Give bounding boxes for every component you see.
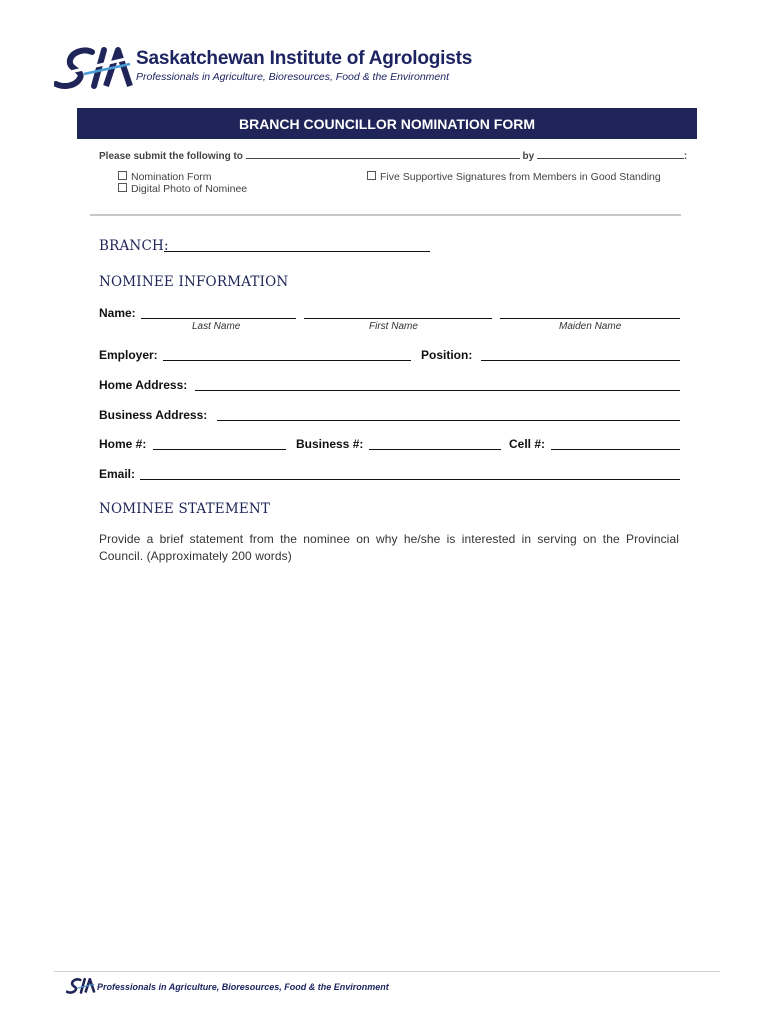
checkbox-icon (367, 171, 376, 180)
sia-logo (54, 44, 134, 90)
maiden-name-field[interactable] (500, 318, 680, 319)
checkbox-icon (118, 171, 127, 180)
divider (90, 214, 681, 216)
submit-prefix: Please submit the following to (99, 151, 243, 162)
form-title: BRANCH COUNCILLOR NOMINATION FORM (77, 108, 697, 139)
business-phone-label: Business #: (296, 437, 364, 451)
employer-label: Employer: (99, 348, 158, 362)
submit-by-label: by (522, 151, 535, 162)
org-tagline: Professionals in Agriculture, Bioresources, Food & the Environment (136, 71, 450, 83)
checklist-item[interactable]: Nomination Form (118, 171, 212, 183)
checklist-item[interactable]: Five Supportive Signatures from Members in Good Standing (367, 171, 661, 183)
footer-divider (54, 971, 720, 972)
checkbox-icon (118, 183, 127, 192)
business-phone-field[interactable] (369, 449, 501, 450)
maiden-name-caption: Maiden Name (559, 321, 622, 332)
business-address-label: Business Address: (99, 408, 208, 422)
name-label: Name: (99, 306, 136, 320)
last-name-caption: Last Name (192, 321, 241, 332)
submit-instructions (99, 151, 687, 162)
submit-suffix: : (683, 151, 688, 162)
last-name-field[interactable] (141, 318, 296, 319)
sia-footer-logo (66, 977, 96, 994)
email-label: Email: (99, 467, 136, 481)
submit-date-field[interactable] (537, 158, 684, 159)
branch-label: BRANCH: (99, 238, 169, 254)
position-label: Position: (421, 348, 473, 362)
cell-label: Cell #: (509, 437, 546, 451)
nominee-info-heading: NOMINEE INFORMATION (99, 274, 289, 290)
nominee-statement-heading: NOMINEE STATEMENT (99, 501, 271, 517)
cell-field[interactable] (551, 449, 680, 450)
employer-field[interactable] (163, 360, 411, 361)
checklist-item[interactable]: Digital Photo of Nominee (118, 183, 247, 195)
home-address-label: Home Address: (99, 378, 188, 392)
org-name: Saskatchewan Institute of Agrologists (136, 48, 473, 69)
email-field[interactable] (140, 479, 680, 480)
home-phone-field[interactable] (153, 449, 286, 450)
submit-to-field[interactable] (246, 158, 520, 159)
home-phone-label: Home #: (99, 437, 147, 451)
position-field[interactable] (481, 360, 680, 361)
branch-field[interactable] (164, 251, 430, 252)
first-name-field[interactable] (304, 318, 492, 319)
home-address-field[interactable] (195, 390, 680, 391)
business-address-field[interactable] (217, 420, 680, 421)
statement-instructions: Provide a brief statement from the nominee on why he/she is interested in serving on the Provincial Council. (Approximately 200 words) (99, 532, 679, 563)
footer-tagline: Professionals in Agriculture, Bioresources, Food & the Environment (97, 982, 389, 992)
first-name-caption: First Name (369, 321, 418, 332)
